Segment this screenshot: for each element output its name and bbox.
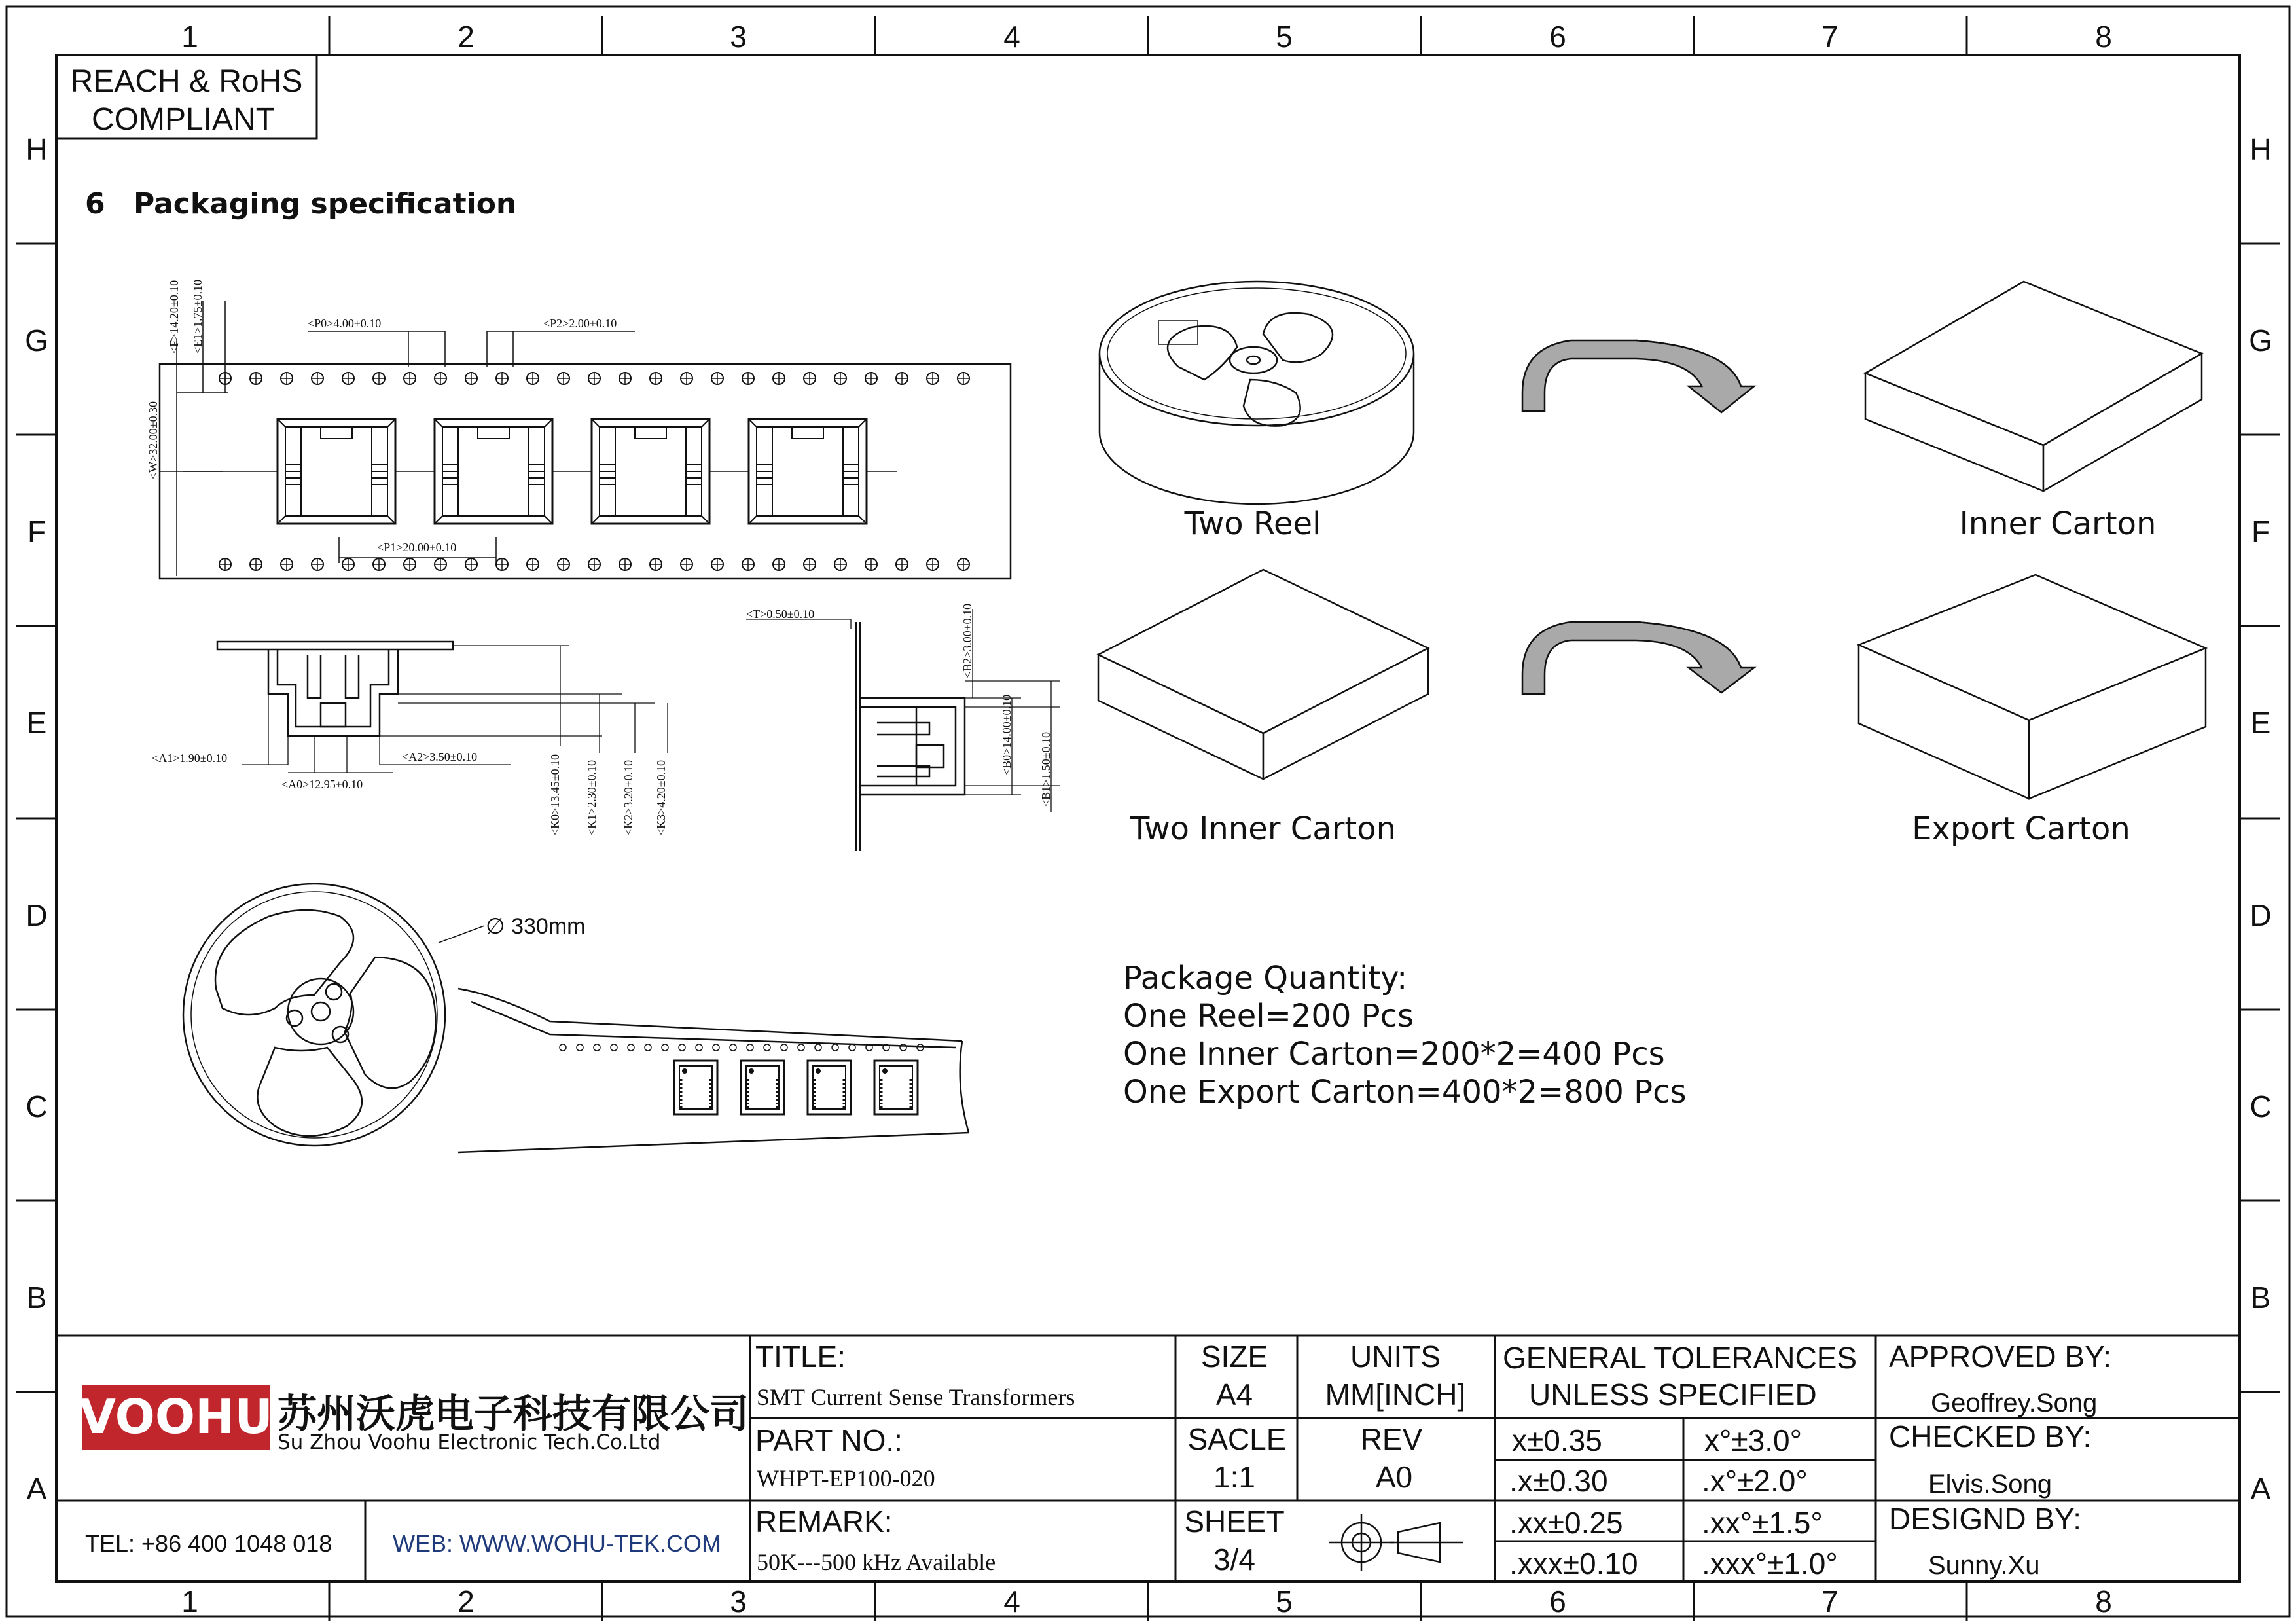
inner-carton-3d <box>1865 282 2202 491</box>
row-label: F <box>2251 515 2270 549</box>
sprocket-hole <box>804 558 816 570</box>
row-label: C <box>26 1089 48 1123</box>
sprocket-hole <box>465 558 477 570</box>
sprocket-hole <box>219 558 231 570</box>
tape-hole <box>815 1044 821 1051</box>
two-reel-label: Two Reel <box>1184 505 1321 542</box>
section-heading <box>85 187 516 221</box>
dim-b2: <B2>3.00±0.10 <box>961 603 974 678</box>
size-value: A4 <box>1215 1377 1253 1412</box>
units-label: UNITS <box>1350 1340 1441 1374</box>
sprocket-hole <box>681 373 692 384</box>
row-label: F <box>27 515 46 549</box>
col-label: 4 <box>1003 20 1020 54</box>
company-logo <box>79 1385 273 1450</box>
compliance-line1: REACH & RoHS <box>70 64 303 99</box>
sprocket-hole <box>342 373 354 384</box>
row-label: H <box>26 132 48 166</box>
export-carton-label: Export Carton <box>1912 811 2130 847</box>
package-quantity-line: One Reel=200 Pcs <box>1123 998 1414 1034</box>
tape-hole <box>781 1044 787 1051</box>
reel-3d <box>1100 282 1414 504</box>
spec-cells <box>1184 1340 1465 1577</box>
section-title: Packaging specification <box>134 187 517 221</box>
sprocket-row-bottom <box>219 558 969 570</box>
sprocket-hole <box>527 558 539 570</box>
arrow-icon <box>1522 622 1754 694</box>
package-quantity-line: One Export Carton=400*2=800 Pcs <box>1123 1074 1687 1110</box>
reel-diameter-label: ∅ 330mm <box>486 914 586 939</box>
tape-hole <box>798 1044 804 1051</box>
tape-hole <box>849 1044 855 1051</box>
sprocket-hole <box>773 558 785 570</box>
sprocket-row-top <box>219 373 969 384</box>
sprocket-hole <box>527 373 539 384</box>
tape-hole <box>645 1044 651 1051</box>
sprocket-hole <box>435 373 446 384</box>
row-label: B <box>2250 1281 2271 1315</box>
col-label: 3 <box>730 1584 747 1618</box>
sprocket-hole <box>711 558 723 570</box>
tape-pocket <box>278 419 395 524</box>
sprocket-hole <box>312 373 323 384</box>
sprocket-hole <box>865 558 877 570</box>
designed-label: DESIGND BY: <box>1889 1502 2081 1536</box>
section-number: 6 <box>85 187 105 221</box>
compliance-box <box>56 55 317 139</box>
tol-cell: x±0.35 <box>1512 1423 1602 1457</box>
checked-label: CHECKED BY: <box>1889 1419 2092 1453</box>
tol-cell: .xx±0.25 <box>1509 1506 1623 1540</box>
dim-k3: <K3>4.20±0.10 <box>655 759 668 835</box>
tape-hole <box>917 1044 924 1051</box>
tape-chip <box>674 1061 717 1114</box>
row-label: G <box>25 323 48 357</box>
tape-chip <box>741 1061 784 1114</box>
row-label: G <box>2249 323 2272 357</box>
tol-cell: x°±3.0° <box>1704 1423 1802 1457</box>
row-label: A <box>2250 1472 2271 1506</box>
dim-e1: <E1>1.75±0.10 <box>191 279 204 354</box>
sprocket-hole <box>281 373 293 384</box>
sprocket-hole <box>650 373 662 384</box>
web-link[interactable]: WEB: WWW.WOHU-TEK.COM <box>393 1530 721 1557</box>
designed-name: Sunny.Xu <box>1928 1551 2040 1580</box>
col-label: 4 <box>1003 1584 1020 1618</box>
sheet-value: 3/4 <box>1213 1542 1255 1577</box>
sprocket-hole <box>834 558 846 570</box>
sprocket-hole <box>342 558 354 570</box>
row-label: B <box>26 1281 47 1315</box>
sprocket-hole <box>927 558 939 570</box>
sprocket-hole <box>496 558 508 570</box>
row-label: A <box>26 1472 47 1506</box>
col-label: 6 <box>1549 20 1566 54</box>
company-name-cn: 苏州沃虎电子科技有限公司 <box>278 1391 749 1437</box>
two-inner-carton-label: Two Inner Carton <box>1130 811 1397 847</box>
tape-hole <box>730 1044 736 1051</box>
units-value: MM[INCH] <box>1325 1377 1466 1412</box>
sprocket-hole <box>650 558 662 570</box>
col-label: 3 <box>730 20 747 54</box>
tape-hole <box>764 1044 770 1051</box>
dim-f: <F>14.20±0.10 <box>168 280 181 354</box>
sprocket-hole <box>865 373 877 384</box>
tape-hole <box>560 1044 566 1051</box>
tape-hole <box>594 1044 600 1051</box>
tape-hole <box>713 1044 719 1051</box>
sprocket-hole <box>896 373 908 384</box>
title-label: TITLE: <box>755 1340 846 1374</box>
tape-hole <box>611 1044 617 1051</box>
tape-hole <box>577 1044 583 1051</box>
title-value: SMT Current Sense Transformers <box>757 1384 1075 1410</box>
tape-hole <box>832 1044 838 1051</box>
sprocket-hole <box>834 373 846 384</box>
tel-text: TEL: +86 400 1048 018 <box>85 1530 332 1557</box>
sprocket-hole <box>373 373 385 384</box>
sheet-label: SHEET <box>1184 1504 1285 1539</box>
tape-hole <box>679 1044 685 1051</box>
sprocket-hole <box>896 558 908 570</box>
compliance-line2: COMPLIANT <box>91 102 276 137</box>
dim-k1: <K1>2.30±0.10 <box>585 759 598 835</box>
scale-value: 1:1 <box>1213 1460 1255 1494</box>
col-label: 1 <box>181 20 198 54</box>
side-section-dims <box>152 750 668 835</box>
sprocket-hole <box>373 558 385 570</box>
carrier-tape-top-view <box>147 280 1011 579</box>
remark-label: REMARK: <box>755 1504 893 1539</box>
sprocket-hole <box>681 558 692 570</box>
tol-cell: .xxx°±1.0° <box>1702 1546 1838 1580</box>
sprocket-hole <box>742 558 754 570</box>
sprocket-hole <box>619 558 631 570</box>
size-label: SIZE <box>1200 1340 1268 1374</box>
logo-text: VOOHU <box>79 1389 273 1444</box>
row-label: C <box>2250 1089 2272 1123</box>
tape-hole <box>662 1044 668 1051</box>
package-quantity-heading: Package Quantity: <box>1123 960 1408 996</box>
sprocket-hole <box>958 558 969 570</box>
dim-p0: <P0>4.00±0.10 <box>308 317 382 330</box>
col-label: 8 <box>2095 20 2112 54</box>
col-label: 8 <box>2095 1584 2112 1618</box>
tape-chip <box>808 1061 851 1114</box>
dim-k0: <K0>13.45±0.10 <box>548 754 562 835</box>
approved-name: Geoffrey.Song <box>1931 1389 2098 1417</box>
col-label: 6 <box>1549 1584 1566 1618</box>
tape-hole <box>628 1044 634 1051</box>
carrier-tape-end-view <box>746 609 1060 851</box>
dim-p2: <P2>2.00±0.10 <box>543 317 617 330</box>
dim-k2: <K2>3.20±0.10 <box>622 759 635 835</box>
row-label: E <box>2250 706 2271 740</box>
dim-w: <W>32.00±0.30 <box>147 401 160 479</box>
scale-label: SACLE <box>1187 1422 1287 1456</box>
sprocket-hole <box>558 558 569 570</box>
tol-cell: .xxx±0.10 <box>1509 1546 1638 1580</box>
tape-pocket <box>592 419 709 524</box>
approvals <box>1889 1340 2111 1580</box>
tol-heading: UNLESS SPECIFIED <box>1529 1377 1817 1412</box>
dim-b1: <B1>1.50±0.10 <box>1039 731 1052 807</box>
tol-heading: GENERAL TOLERANCES <box>1503 1341 1857 1375</box>
tape-hole <box>696 1044 702 1051</box>
dim-a0: <A0>12.95±0.10 <box>281 778 363 791</box>
two-inner-carton-3d <box>1098 570 1428 779</box>
approved-label: APPROVED BY: <box>1889 1340 2112 1374</box>
tape-pocket <box>749 419 867 524</box>
col-label: 2 <box>457 1584 475 1618</box>
sprocket-hole <box>281 558 293 570</box>
company-name-en: Su Zhou Voohu Electronic Tech.Co.Ltd <box>278 1431 661 1454</box>
sprocket-hole <box>588 558 600 570</box>
sprocket-hole <box>404 558 416 570</box>
row-label: D <box>2250 898 2272 932</box>
inner-carton-label: Inner Carton <box>1959 505 2157 542</box>
projection-symbol <box>1329 1514 1463 1571</box>
col-label: 5 <box>1276 1584 1293 1618</box>
dim-b0: <B0>14.00±0.10 <box>1000 694 1013 775</box>
package-quantity-line: One Inner Carton=200*2=400 Pcs <box>1123 1036 1665 1072</box>
tape-chip <box>874 1061 918 1114</box>
dim-p1: <P1>20.00±0.10 <box>377 541 457 554</box>
export-carton-3d <box>1859 575 2206 799</box>
sprocket-hole <box>558 373 569 384</box>
sprocket-hole <box>588 373 600 384</box>
sprocket-hole <box>804 373 816 384</box>
sprocket-hole <box>465 373 477 384</box>
sprocket-hole <box>711 373 723 384</box>
checked-name: Elvis.Song <box>1928 1470 2052 1499</box>
sprocket-hole <box>927 373 939 384</box>
arrow-icon <box>1522 340 1754 412</box>
sprocket-hole <box>250 558 262 570</box>
row-label: H <box>2250 132 2272 166</box>
col-label: 1 <box>181 1584 198 1618</box>
tol-cell: .xx°±1.5° <box>1702 1506 1823 1540</box>
col-label: 7 <box>1821 1584 1839 1618</box>
col-label: 2 <box>457 20 475 54</box>
part-label: PART NO.: <box>755 1423 903 1457</box>
package-quantity <box>1123 960 1686 1110</box>
sprocket-hole <box>404 373 416 384</box>
sprocket-hole <box>250 373 262 384</box>
column-labels-bottom <box>181 1584 2112 1618</box>
sprocket-hole <box>742 373 754 384</box>
sprocket-hole <box>496 373 508 384</box>
column-labels-top <box>181 20 2112 54</box>
tape-hole <box>747 1044 753 1051</box>
col-label: 5 <box>1276 20 1293 54</box>
rev-value: A0 <box>1375 1460 1413 1494</box>
dim-t: <T>0.50±0.10 <box>746 608 815 621</box>
part-value: WHPT-EP100-020 <box>757 1465 935 1491</box>
row-label: D <box>26 898 48 932</box>
sprocket-hole <box>435 558 446 570</box>
tol-cell: .x±0.30 <box>1509 1464 1608 1498</box>
sprocket-hole <box>619 373 631 384</box>
remark-value: 50K---500 kHz Available <box>757 1549 996 1575</box>
title-block-labels <box>755 1340 903 1539</box>
tol-cell: .x°±2.0° <box>1702 1464 1808 1498</box>
dim-a1: <A1>1.90±0.10 <box>152 752 228 765</box>
sprocket-hole <box>773 373 785 384</box>
tape-pocket <box>435 419 552 524</box>
sprocket-hole <box>958 373 969 384</box>
sprocket-hole <box>312 558 323 570</box>
title-block-values <box>757 1384 1075 1575</box>
dim-a2: <A2>3.50±0.10 <box>402 750 478 763</box>
rev-label: REV <box>1360 1422 1423 1456</box>
col-label: 7 <box>1821 20 1839 54</box>
row-label: E <box>26 706 47 740</box>
